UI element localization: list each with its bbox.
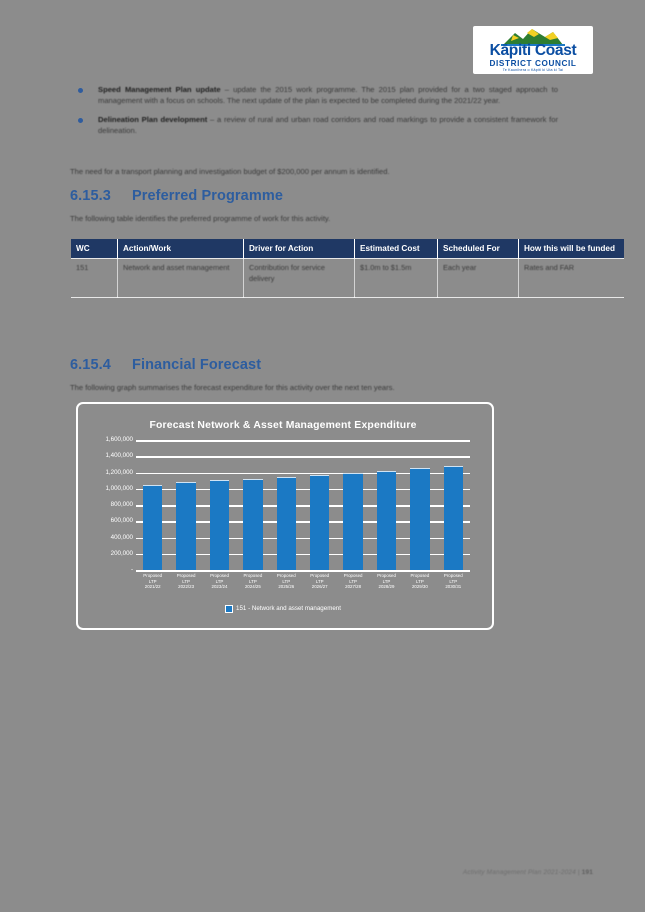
table-row xyxy=(71,259,624,298)
legend-label: 151 - Network and asset management xyxy=(236,605,341,613)
chart-bar xyxy=(277,477,296,570)
column-header-estimated-cost: Estimated Cost xyxy=(355,239,438,259)
chart-y-tick-label: 200,000 xyxy=(110,549,133,557)
column-header-how-funded: How this will be funded xyxy=(519,239,625,259)
bullet-lead: Speed Management Plan update xyxy=(98,85,221,94)
chart-x-tick-label: Proposed LTP 2027/28 xyxy=(343,573,363,590)
bullet-text xyxy=(98,114,558,137)
chart-x-tick-label: Proposed LTP 2024/25 xyxy=(243,573,263,590)
financial-forecast-chart xyxy=(76,402,494,630)
paragraph-after-bullets: The need for a transport planning and investigation budget of $200,000 per annum is identified. xyxy=(70,167,390,176)
chart-bar xyxy=(343,473,362,570)
heading-preferred-programme xyxy=(70,188,283,204)
bullet-body: – update the 2015 work programme. The 2015 plan provided for a two staged approach to management with a focus on schools. The next update of the plan is expected to be completed during the 2021/22 year. xyxy=(98,85,558,106)
chart-bar xyxy=(176,482,195,570)
legend-swatch-icon xyxy=(225,605,233,613)
heading-title: Financial Forecast xyxy=(132,357,262,373)
chart-bar xyxy=(410,468,429,570)
heading-title: Preferred Programme xyxy=(132,188,283,204)
column-header-action-work: Action/Work xyxy=(118,239,244,259)
cell-estimated-cost: $1.0m to $1.5m xyxy=(355,259,438,298)
chart-plot-area xyxy=(136,440,470,570)
column-header-driver-for-action: Driver for Action xyxy=(244,239,355,259)
bullet-dot-icon xyxy=(78,118,83,123)
section-intro-financial-forecast: The following graph summarises the forecast expenditure for this activity over the next ten years. xyxy=(70,383,395,392)
cell-how-funded: Rates and FAR xyxy=(519,259,625,298)
chart-title: Forecast Network & Asset Management Expenditure xyxy=(149,420,417,431)
chart-x-tick-label: Proposed LTP 2021/22 xyxy=(143,573,163,590)
preferred-programme-table xyxy=(71,239,624,298)
heading-financial-forecast xyxy=(70,357,261,373)
cell-action-work: Network and asset management xyxy=(118,259,244,298)
heading-number: 6.15.4 xyxy=(70,357,111,373)
bullet-dot-icon xyxy=(78,88,83,93)
kapiti-coast-district-council-logo xyxy=(473,26,593,74)
footer-title: Activity Management Plan 2021-2024 xyxy=(462,869,576,876)
bullet-lead: Delineation Plan development xyxy=(98,114,208,124)
chart-y-tick-label: 1,000,000 xyxy=(105,484,133,492)
chart-y-tick-label: 1,400,000 xyxy=(105,452,133,460)
chart-y-tick-label: 600,000 xyxy=(110,517,133,525)
section-intro-preferred-programme: The following table identifies the preferred programme of work for this activity. xyxy=(70,214,331,223)
column-header-wc: WC xyxy=(71,239,118,259)
chart-bar xyxy=(243,479,262,570)
chart-bar xyxy=(444,466,463,570)
chart-x-tick-label: Proposed LTP 2028/29 xyxy=(377,573,396,590)
chart-legend xyxy=(84,600,482,618)
chart-x-tick-label: Proposed LTP 2022/23 xyxy=(176,573,196,590)
chart-bar xyxy=(210,480,229,570)
cell-scheduled-for: Each year xyxy=(438,259,519,298)
bullet-list xyxy=(78,84,558,144)
chart-bar xyxy=(310,475,329,570)
column-header-scheduled-for: Scheduled For xyxy=(438,239,519,259)
heading-number: 6.15.3 xyxy=(70,188,111,204)
logo-subtitle: DISTRICT COUNCIL xyxy=(489,59,577,68)
chart-axis-baseline xyxy=(136,570,470,572)
cell-wc: 151 xyxy=(71,259,118,298)
chart-inner xyxy=(84,410,482,618)
list-item xyxy=(78,84,558,107)
table-header-row xyxy=(71,239,624,259)
chart-x-tick-label: Proposed LTP 2023/24 xyxy=(210,573,229,590)
chart-y-tick-label: 1,200,000 xyxy=(105,468,133,476)
chart-x-tick-label: Proposed LTP 2026/27 xyxy=(310,573,330,590)
list-item xyxy=(78,114,558,137)
page-footer xyxy=(463,869,593,876)
footer-separator: | xyxy=(577,869,580,876)
chart-y-tick-label: - xyxy=(130,566,133,573)
footer-page-number: 191 xyxy=(581,869,593,876)
bullet-text xyxy=(98,84,558,107)
logo-title: Kāpiti Coast xyxy=(489,42,577,59)
chart-gridline xyxy=(136,440,470,442)
chart-y-tick-label: 400,000 xyxy=(110,533,133,541)
chart-y-tick-label: 1,600,000 xyxy=(105,436,133,443)
chart-bar xyxy=(143,485,162,570)
logo-maori-line: Te Kaunihera o Kāpiti ki Uta ki Tai xyxy=(502,68,564,72)
chart-bar xyxy=(377,471,396,570)
chart-x-tick-label: Proposed LTP 2025/26 xyxy=(276,573,296,590)
cell-driver-for-action: Contribution for service delivery xyxy=(244,259,355,298)
chart-y-tick-label: 800,000 xyxy=(110,501,133,508)
bullet-body: – a review of rural and urban road corridors and road markings to provide a consistent framework for delineation. xyxy=(98,114,558,136)
chart-gridline xyxy=(136,456,470,458)
chart-x-tick-label: Proposed LTP 2030/31 xyxy=(443,573,463,590)
chart-x-tick-label: Proposed LTP 2029/30 xyxy=(410,573,430,590)
